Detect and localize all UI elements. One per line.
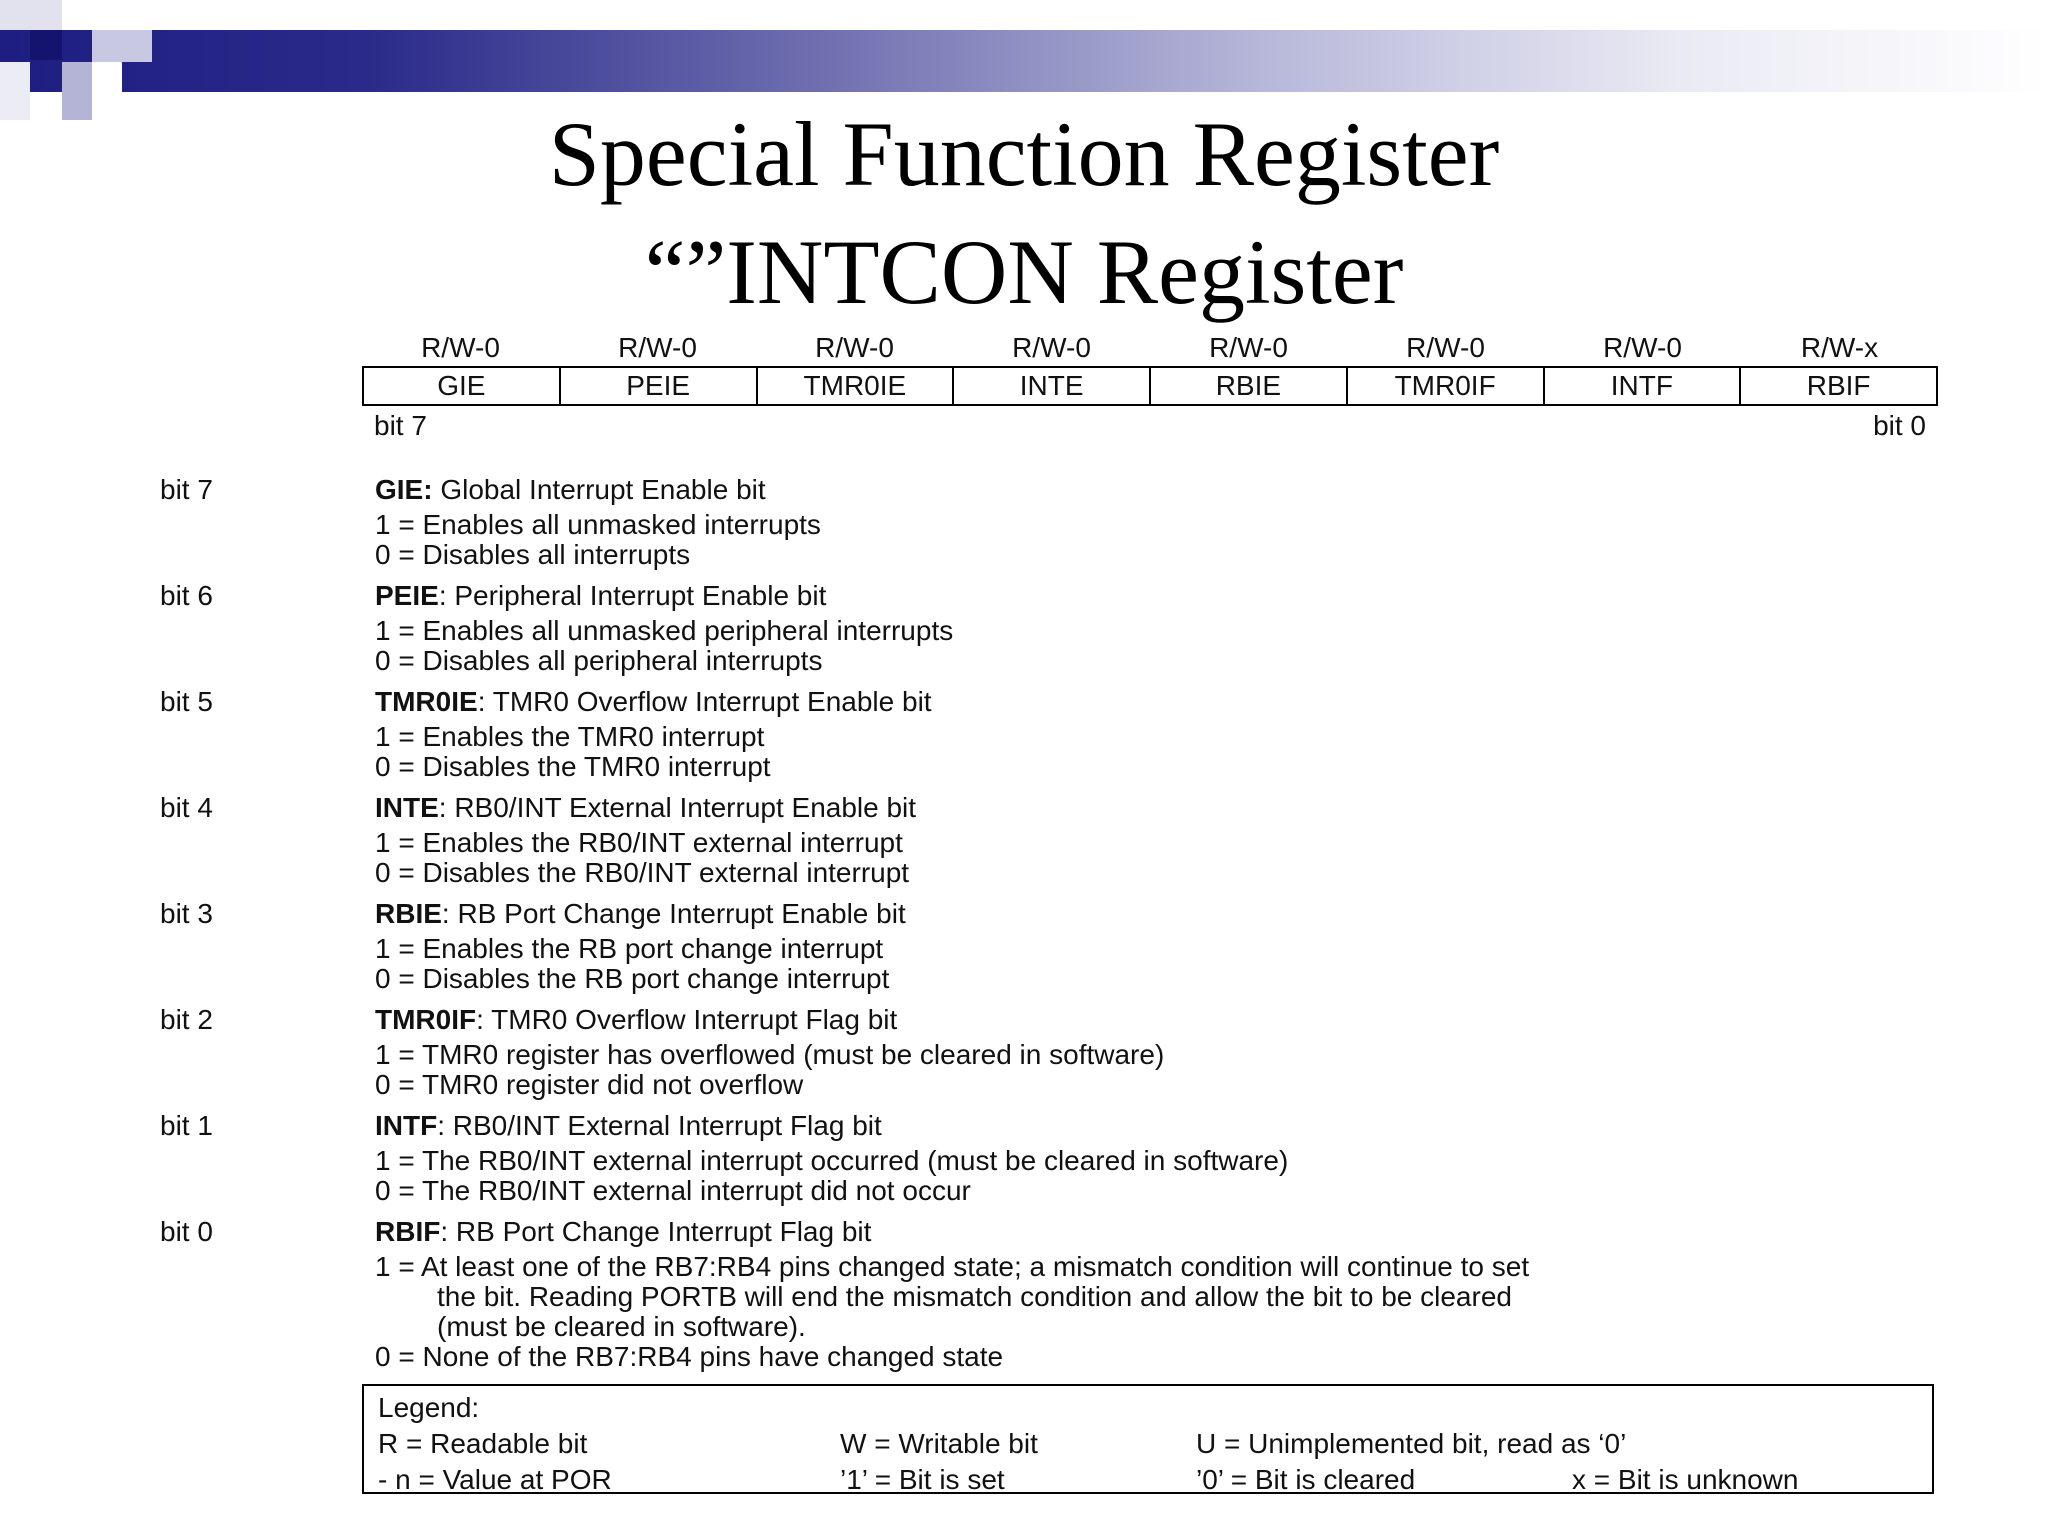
access-cell: R/W-0 bbox=[1209, 332, 1288, 363]
bit-value-line: 1 = The RB0/INT external interrupt occurred (must be cleared in software) bbox=[375, 1145, 1289, 1176]
bit-value-line: 1 = Enables the RB0/INT external interrupt bbox=[375, 827, 903, 858]
bit-heading bbox=[375, 792, 1980, 824]
bit-description bbox=[160, 1110, 1980, 1206]
bit-description bbox=[160, 1004, 1980, 1100]
bit-field-name: PEIE bbox=[375, 580, 439, 611]
legend-value-at-por: - n = Value at POR bbox=[378, 1464, 612, 1495]
bit-number: bit 1 bbox=[160, 1110, 213, 1141]
bit-value-line: 0 = Disables the TMR0 interrupt bbox=[375, 751, 771, 782]
access-cell: R/W-0 bbox=[618, 332, 697, 363]
bit-field-name: RBIF bbox=[375, 1216, 441, 1247]
bit-value-line: 1 = Enables all unmasked peripheral interrupts bbox=[375, 615, 954, 646]
access-cell: R/W-0 bbox=[421, 332, 500, 363]
header-decor-square bbox=[92, 30, 152, 62]
legend-box bbox=[362, 1384, 1934, 1494]
header-gradient-band bbox=[0, 30, 2048, 92]
bit-msb-label: bit 7 bbox=[374, 410, 427, 441]
bit-number: bit 3 bbox=[160, 898, 213, 929]
bit-description bbox=[160, 792, 1980, 888]
access-cell: R/W-0 bbox=[1603, 332, 1682, 363]
bit-field-title: : RB0/INT External Interrupt Enable bit bbox=[438, 792, 917, 823]
bit-description bbox=[160, 474, 1980, 570]
bit-heading bbox=[375, 1110, 1980, 1142]
bit-lsb-label: bit 0 bbox=[1873, 410, 1926, 441]
bit-number: bit 0 bbox=[160, 1216, 213, 1247]
bit-name-cell: GIE bbox=[364, 368, 561, 404]
bit-name-cell: TMR0IF bbox=[1348, 368, 1545, 404]
header-decor-square bbox=[0, 0, 62, 30]
header-decor-square bbox=[62, 0, 152, 30]
legend-unimplemented: U = Unimplemented bit, read as ‘0’ bbox=[1196, 1428, 1627, 1459]
bit-name-row bbox=[362, 366, 1938, 406]
bit-field-title: : RB Port Change Interrupt Flag bit bbox=[440, 1216, 872, 1247]
bit-name-cell: TMR0IE bbox=[758, 368, 955, 404]
bit-field-title: : TMR0 Overflow Interrupt Enable bit bbox=[477, 686, 932, 717]
bit-number: bit 4 bbox=[160, 792, 213, 823]
bit-value-line: 1 = Enables the TMR0 interrupt bbox=[375, 721, 765, 752]
bit-field-title: : RB Port Change Interrupt Enable bit bbox=[441, 898, 906, 929]
access-cell: R/W-0 bbox=[1406, 332, 1485, 363]
bit-number: bit 5 bbox=[160, 686, 213, 717]
bit-heading bbox=[375, 474, 1980, 506]
bit-heading bbox=[375, 1216, 1980, 1248]
bit-name-cell: PEIE bbox=[561, 368, 758, 404]
bit-description bbox=[160, 686, 1980, 782]
bit-value-line: 1 = TMR0 register has overflowed (must be cleared in software) bbox=[375, 1039, 1165, 1070]
bit-description bbox=[160, 580, 1980, 676]
bit-heading bbox=[375, 580, 1980, 612]
bit-value-line: 0 = TMR0 register did not overflow bbox=[375, 1069, 804, 1100]
bit-number: bit 2 bbox=[160, 1004, 213, 1035]
bit-description bbox=[160, 898, 1980, 994]
bit-range-labels bbox=[362, 406, 1938, 442]
access-row bbox=[362, 330, 1938, 366]
bit-field-name: INTF bbox=[375, 1110, 438, 1141]
legend-bit-unknown: x = Bit is unknown bbox=[1572, 1464, 1799, 1495]
slide-title-line-1: Special Function Register bbox=[548, 103, 1500, 205]
legend-readable: R = Readable bit bbox=[378, 1428, 588, 1459]
bit-name-cell: RBIF bbox=[1806, 370, 1871, 401]
bit-field-title: : TMR0 Overflow Interrupt Flag bit bbox=[476, 1004, 898, 1035]
bit-name-cell: INTE bbox=[954, 368, 1151, 404]
bit-heading bbox=[375, 1004, 1980, 1036]
bit-field-name: GIE: bbox=[375, 474, 433, 505]
bit-number: bit 6 bbox=[160, 580, 213, 611]
bit-value-line: 0 = Disables all peripheral interrupts bbox=[375, 645, 823, 676]
bit-field-title: : Peripheral Interrupt Enable bit bbox=[438, 580, 827, 611]
bit-field-name: TMR0IE bbox=[375, 686, 478, 717]
bit-value-line: 1 = Enables the RB port change interrupt bbox=[375, 933, 884, 964]
bit-field-title: : RB0/INT External Interrupt Flag bit bbox=[437, 1110, 882, 1141]
bit-field-name: TMR0IF bbox=[375, 1004, 477, 1035]
bit-number: bit 7 bbox=[160, 474, 213, 505]
register-diagram bbox=[362, 330, 1938, 442]
bit-value-line: 0 = Disables the RB port change interrupt bbox=[375, 963, 890, 994]
bit-value-line: 0 = Disables all interrupts bbox=[375, 539, 691, 570]
legend-bit-set: ’1’ = Bit is set bbox=[840, 1464, 1005, 1495]
access-cell: R/W-x bbox=[1800, 332, 1879, 363]
access-cell: R/W-0 bbox=[1012, 332, 1091, 363]
bit-field-name: INTE bbox=[375, 792, 439, 823]
legend-bit-cleared: ’0’ = Bit is cleared bbox=[1196, 1464, 1416, 1495]
bit-value-line: 0 = The RB0/INT external interrupt did not occur bbox=[375, 1175, 971, 1206]
access-cell: R/W-0 bbox=[815, 332, 894, 363]
bit-name-cell: RBIE bbox=[1151, 368, 1348, 404]
bit-value-line: 0 = None of the RB7:RB4 pins have changed state bbox=[375, 1341, 1004, 1372]
bit-field-name: RBIE bbox=[375, 898, 442, 929]
bit-name-cell: INTF bbox=[1545, 368, 1742, 404]
legend-heading: Legend: bbox=[378, 1392, 480, 1423]
bit-description bbox=[160, 1216, 1980, 1372]
slide-title-line-2: “”INTCON Register bbox=[644, 221, 1404, 323]
bit-value-line: 0 = Disables the RB0/INT external interrupt bbox=[375, 857, 910, 888]
bit-value-line: 1 = At least one of the RB7:RB4 pins changed state; a mismatch condition will continue to set bbox=[375, 1251, 1530, 1282]
bit-heading bbox=[375, 898, 1980, 930]
bit-value-line: 1 = Enables all unmasked interrupts bbox=[375, 509, 821, 540]
bit-descriptions bbox=[160, 474, 1980, 1382]
bit-value-line: the bit. Reading PORTB will end the mismatch condition and allow the bit to be cleared bbox=[437, 1281, 1512, 1312]
bit-heading bbox=[375, 686, 1980, 718]
bit-field-title: Global Interrupt Enable bit bbox=[432, 474, 766, 505]
bit-value-line: (must be cleared in software). bbox=[437, 1311, 806, 1342]
header-decor-square bbox=[92, 62, 122, 92]
header-decor-square bbox=[30, 30, 62, 60]
legend-writable: W = Writable bit bbox=[840, 1428, 1038, 1459]
